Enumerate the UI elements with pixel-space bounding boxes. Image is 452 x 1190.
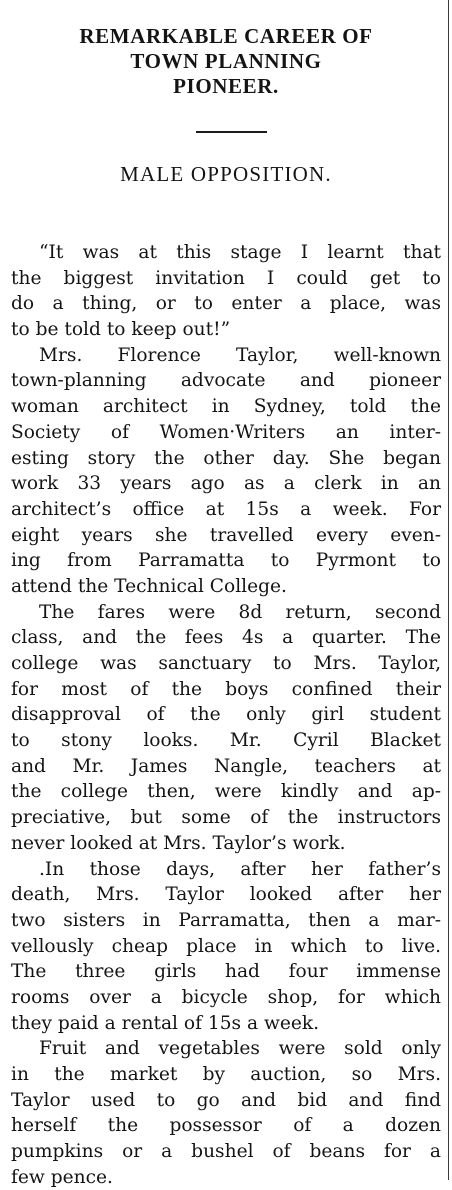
text-line: rooms over a bicycle shop, for which [11, 986, 441, 1008]
paragraph [11, 1036, 441, 1190]
text-line: Mrs. Florence Taylor, well-known [39, 344, 441, 366]
text-line: esting story the other day. She began [11, 447, 441, 469]
text-line: town-planning advocate and pioneer [11, 370, 441, 392]
text-line: class, and the fees 4s a quarter. The [11, 627, 441, 649]
text-line: attend the Technical College. [11, 575, 287, 597]
text-line: vellously cheap place in which to live. [11, 935, 441, 957]
text-line: The three girls had four immense [11, 961, 441, 983]
text-line: herself the possessor of a dozen [11, 1115, 441, 1137]
text-line: ing from Parramatta to Pyrmont to [11, 550, 441, 572]
headline [0, 24, 452, 99]
text-line: pumpkins or a bushel of beans for a [11, 1141, 441, 1163]
text-line: woman architect in Sydney, told the [11, 396, 441, 418]
text-line: do a thing, or to enter a place, was [11, 293, 441, 315]
headline-rule [196, 131, 267, 133]
text-line: the biggest invitation I could get to [11, 267, 441, 289]
paragraph [11, 343, 441, 600]
text-line: Society of Women·Writers an inter- [11, 421, 441, 443]
text-line: .In those days, after her father’s [39, 858, 441, 880]
text-line: two sisters in Parramatta, then a mar- [11, 909, 441, 931]
text-line: college was sanctuary to Mrs. Taylor, [11, 653, 441, 674]
text-line: they paid a rental of 15s a week. [11, 1012, 320, 1034]
text-line: the college then, were kindly and ap- [11, 781, 441, 803]
paragraph [11, 240, 441, 343]
text-line: eight years she travelled every even- [11, 524, 441, 546]
text-line: Taylor used to go and bid and find [11, 1089, 441, 1111]
text-line: to stony looks. Mr. Cyril Blacket [11, 730, 441, 752]
paragraph [11, 857, 441, 1037]
text-line: architect’s office at 15s a week. For [11, 498, 441, 520]
headline-line: TOWN PLANNING [130, 49, 322, 73]
text-line: for most of the boys confined their [11, 678, 441, 700]
headline-line: PIONEER. [173, 74, 279, 98]
article-body [11, 240, 441, 1190]
subheading: MALE OPPOSITION. [120, 162, 332, 186]
headline-line: REMARKABLE CAREER OF [79, 24, 373, 48]
text-line: work 33 years ago as a clerk in an [11, 473, 441, 495]
text-line: The fares were 8d return, second [39, 601, 441, 623]
text-line: death, Mrs. Taylor looked after her [11, 884, 441, 906]
text-line: disapproval of the only girl student [11, 704, 441, 726]
text-line: never looked at Mrs. Taylor’s work. [11, 832, 346, 854]
text-line: and Mr. James Nangle, teachers at [11, 755, 441, 777]
text-line: few pence. [11, 1166, 113, 1188]
text-line: Fruit and vegetables were sold only [39, 1038, 441, 1060]
text-line: in the market by auction, so Mrs. [11, 1064, 441, 1085]
text-line: to be told to keep out!” [11, 319, 231, 341]
text-line: preciative, but some of the instructors [11, 807, 441, 829]
paragraph [11, 600, 441, 857]
text-line: “It was at this stage I learnt that [39, 242, 441, 263]
